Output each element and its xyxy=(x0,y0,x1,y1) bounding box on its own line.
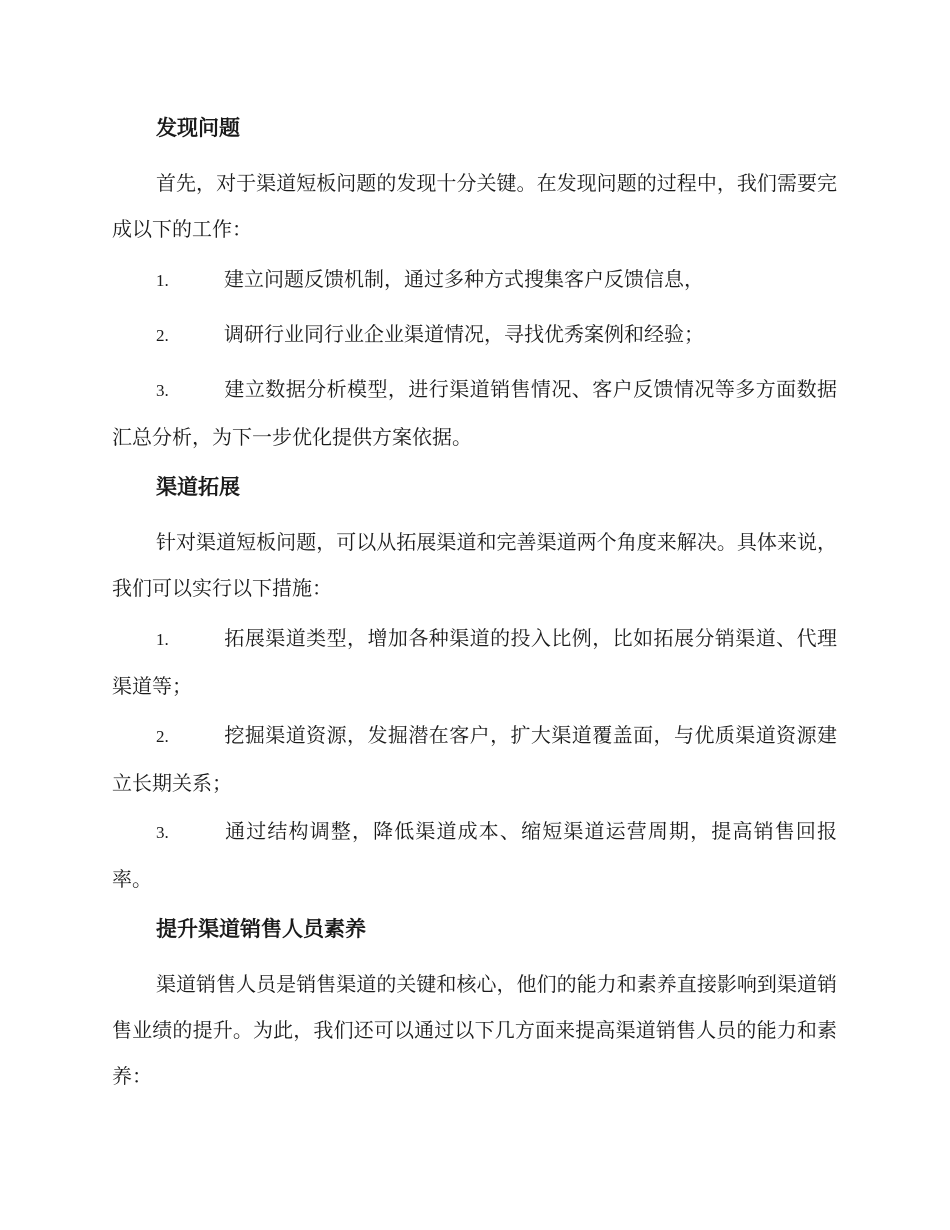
list-text: 通过结构调整，降低渠道成本、缩短渠道运营周期，提高销售回报率。 xyxy=(112,819,837,891)
section-intro: 渠道销售人员是销售渠道的关键和核心，他们的能力和素养直接影响到渠道销售业绩的提升。为此，我们还可以通过以下几方面来提高渠道销售人员的能力和素养： xyxy=(112,972,837,1088)
list-text: 建立数据分析模型，进行渠道销售情况、客户反馈情况等多方面数据汇总分析，为下一步优化提供方案依据。 xyxy=(112,377,837,449)
list-number: 1. xyxy=(156,271,169,290)
list-item xyxy=(112,615,837,709)
section-heading: 渠道拓展 xyxy=(156,475,240,499)
list-number: 3. xyxy=(156,381,169,400)
section-heading: 发现问题 xyxy=(156,116,240,140)
section-heading: 提升渠道销售人员素养 xyxy=(156,917,366,941)
list-item xyxy=(112,311,837,359)
list-text: 建立问题反馈机制，通过多种方式搜集客户反馈信息， xyxy=(224,267,704,291)
list-number: 2. xyxy=(156,326,169,345)
list-number: 2. xyxy=(156,727,169,746)
list-text: 挖掘渠道资源，发掘潜在客户，扩大渠道覆盖面，与优质渠道资源建立长期关系； xyxy=(112,723,837,795)
list-text: 调研行业同行业企业渠道情况，寻找优秀案例和经验； xyxy=(224,322,704,346)
list-number: 1. xyxy=(156,630,169,649)
list-number: 3. xyxy=(156,823,169,842)
section-intro: 首先，对于渠道短板问题的发现十分关键。在发现问题的过程中，我们需要完成以下的工作： xyxy=(112,171,837,241)
list-item xyxy=(112,712,837,806)
list-item xyxy=(112,366,837,460)
list-item xyxy=(112,808,837,902)
list-item xyxy=(112,256,837,304)
section-intro: 针对渠道短板问题，可以从拓展渠道和完善渠道两个角度来解决。具体来说，我们可以实行以下措施： xyxy=(112,530,837,600)
list-text: 拓展渠道类型，增加各种渠道的投入比例，比如拓展分销渠道、代理渠道等； xyxy=(112,626,837,698)
